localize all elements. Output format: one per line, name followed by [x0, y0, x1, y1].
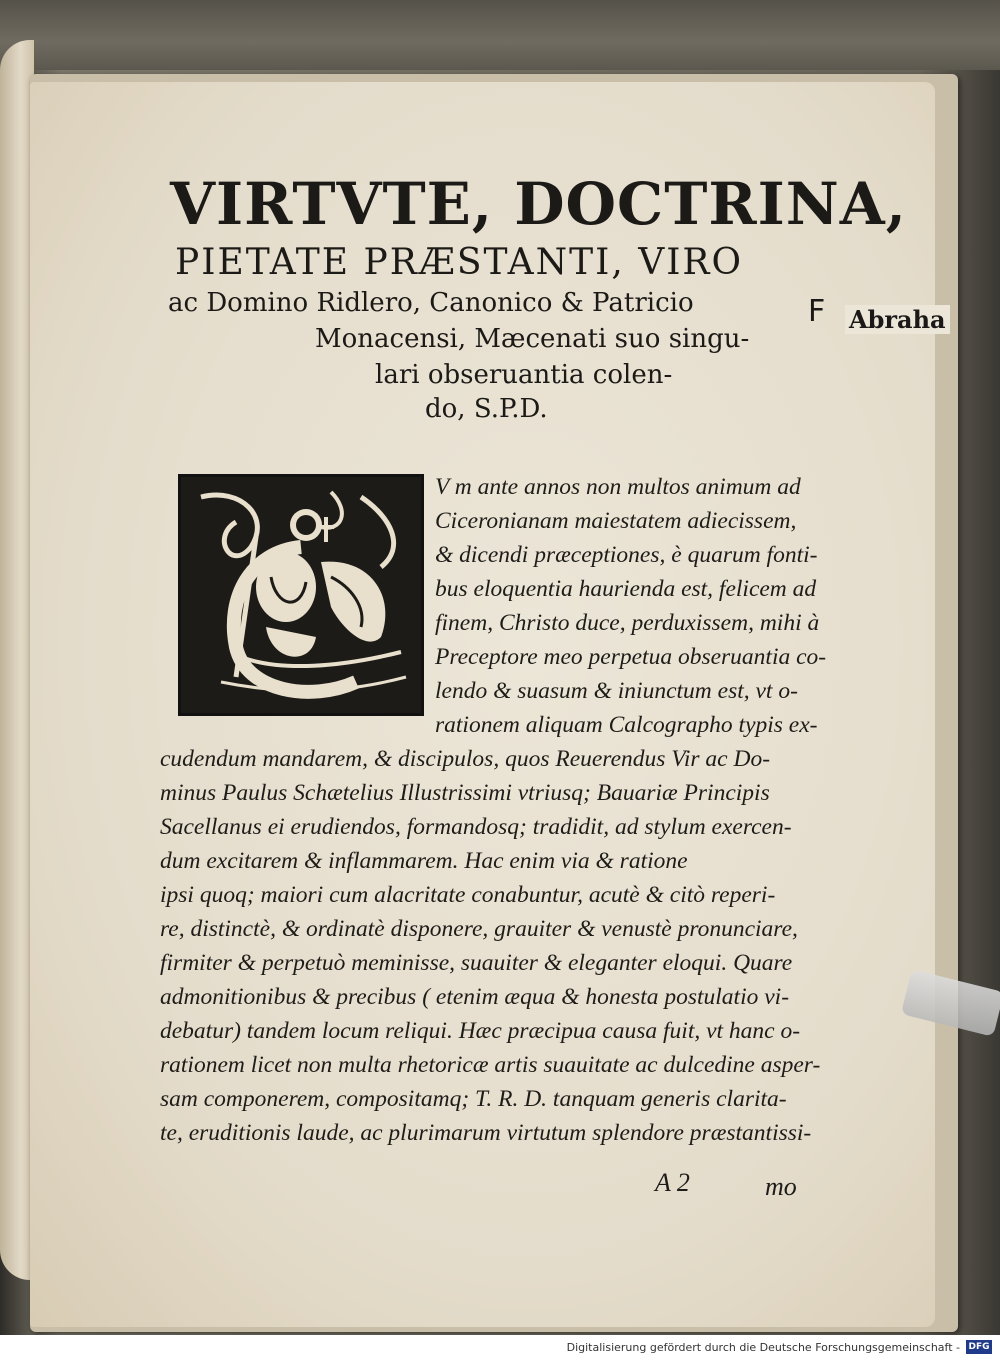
body-line-9: cudendum mandarem, & discipulos, quos Reuerendus Vir ac Do-: [160, 746, 771, 772]
body-line-4: bus eloquentia haurienda est, felicem ad: [435, 576, 817, 602]
title-line-6: do, S.P.D.: [425, 394, 548, 424]
book-top-edge: [0, 0, 1000, 70]
title-line-2: PIETATE PRÆSTANTI, VIRO: [175, 242, 744, 283]
title-line-1: VIRTVTE, DOCTRINA,: [170, 170, 907, 238]
body-line-18: rationem licet non multa rhetoricæ artis suauitate ac dulcedine asper-: [160, 1052, 821, 1078]
title-line-5: lari obseruantia colen-: [375, 360, 673, 390]
body-line-8: rationem aliquam Calcographo typis ex-: [435, 712, 818, 738]
catchword: mo: [765, 1172, 797, 1201]
body-line-6: Preceptore meo perpetua obseruantia co-: [435, 644, 827, 670]
margin-mark: F: [808, 294, 826, 329]
body-line-5: finem, Christo duce, perduxissem, mihi à: [435, 610, 820, 636]
body-line-15: firmiter & perpetuò meminisse, suauiter & eleganter eloqui. Quare: [160, 950, 793, 976]
title-line-4: Monacensi, Mæcenati suo singu-: [315, 324, 750, 354]
title-line-3: ac Domino Ridlero, Canonico & Patricio: [168, 288, 694, 318]
body-line-11: Sacellanus ei erudiendos, formandosq; tradidit, ad stylum exercen-: [160, 814, 792, 840]
body-line-19: sam componerem, compositamq; T. R. D. tanquam generis clarita-: [160, 1086, 787, 1112]
body-line-20: te, eruditionis laude, ac plurimarum virtutum splendore præstantissi-: [160, 1120, 812, 1146]
decorated-initial-c: [178, 474, 424, 716]
body-line-3: & dicendi præceptiones, è quarum fonti-: [435, 542, 818, 568]
body-line-1: V m ante annos non multos animum ad: [435, 474, 801, 500]
woodcut-illustration: [181, 477, 421, 713]
signature-mark: A 2: [655, 1168, 690, 1197]
body-line-2: Ciceronianam maiestatem adiecissem,: [435, 508, 797, 534]
margin-note-text: Abraha: [845, 305, 950, 334]
body-line-7: lendo & suasum & iniunctum est, vt o-: [435, 678, 798, 704]
body-line-14: re, distinctè, & ordinatè disponere, grauiter & venustè pronunciare,: [160, 916, 798, 942]
body-line-16: admonitionibus & precibus ( etenim æqua & honesta postulatio vi-: [160, 984, 790, 1010]
body-line-10: minus Paulus Schætelius Illustrissimi vtriusq; Bauariæ Principis: [160, 780, 770, 806]
body-line-12: dum excitarem & inflammarem. Hac enim via & ratione: [160, 848, 688, 874]
footer-credit: Digitalisierung gefördert durch die Deutsche Forschungsgemeinschaft -: [566, 1341, 960, 1354]
body-line-17: debatur) tandem locum reliqui. Hæc præcipua causa fuit, vt hanc o-: [160, 1018, 801, 1044]
page-curl-left: [0, 40, 34, 1280]
body-line-13: ipsi quoq; maiori cum alacritate conabuntur, acutè & citò reperi-: [160, 882, 776, 908]
dfg-logo-icon: DFG: [966, 1340, 992, 1354]
